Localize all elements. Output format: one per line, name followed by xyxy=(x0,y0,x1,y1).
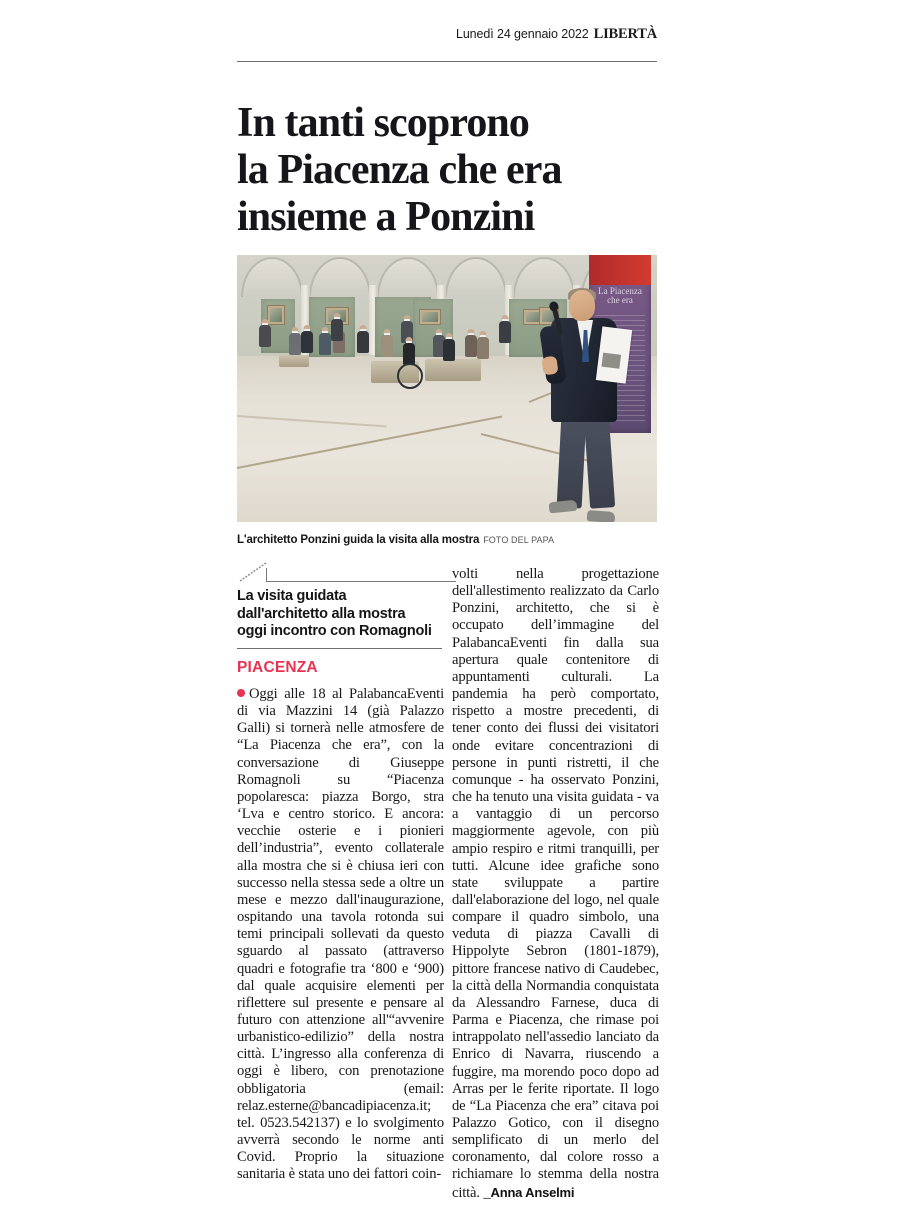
artwork-frame-2 xyxy=(419,309,441,325)
banner-red-header xyxy=(589,255,651,285)
wheelchair-wheel xyxy=(397,363,423,389)
decorative-corner-mark xyxy=(239,562,297,584)
article-photo xyxy=(237,255,657,522)
standfirst-line-1: La visita guidata xyxy=(237,588,347,604)
headline-line-2: la Piacenza che era xyxy=(237,147,562,194)
speaker-hand xyxy=(541,356,558,376)
standfirst-line-2: dall'architetto alla mostra xyxy=(237,605,406,622)
speaker-figure xyxy=(543,290,629,522)
top-divider-rule xyxy=(237,61,657,62)
standfirst xyxy=(237,588,442,641)
body-text-2: volti nella progettazione dell'allestimento realizzato da Carlo Ponzini, architetto, che si è occupato dell’immagine del PalabancaEventi fin dalla sua apertura quale contenitore di appuntamenti culturali. La pandemia ha però comportato, rispetto a mostre precedenti, di tener conto dei flussi dei visitatori onde evitare concentrazioni di persone in punti ristretti, il che comunque - ha osservato Ponzini, che ha tenuto una visita guidata - va a vantaggio di un percorso maggiormente agevole, con più ampio respiro e ritmi tranquilli, per tutti. Alcune idee grafiche sono state sviluppate a partire dall'elaborazione del logo, nel quale compare il quadro simbolo, una veduta di piazza Cavalli di Hippolyte Sebron (1801-1879), pittore francese nativo di Caudebec, la città della Normandia conquistata da Alessandro Farnese, duca di Parma e Piacenza, che rimase poi intrappolato nell'assedio lanciato da Enrico di Navarra, riuscendo a fuggire, ma morendo poco dopo ad Arras per le ferite riportate. Il logo de “La Piacenza che era” citava poi Palazzo Gotico, con il disegno semplificato di un merlo del coronamento, dal colore rosso a richiamare lo stemma della nostra città. _ xyxy=(452,566,659,1201)
bench-1 xyxy=(279,355,309,367)
diagonal-stroke-icon xyxy=(239,562,269,582)
speaker-head xyxy=(569,290,595,321)
section-kicker: PIACENZA xyxy=(237,659,318,676)
page-title xyxy=(237,100,667,241)
publication-name: LIBERTÀ xyxy=(593,26,657,42)
tick-vertical-rule xyxy=(266,568,267,582)
artwork-frame-5 xyxy=(267,305,285,325)
speaker-shoe-left xyxy=(549,500,578,514)
speaker-leg-left xyxy=(557,415,587,508)
headline-line-1: In tanti scoprono xyxy=(237,100,529,147)
banner-title: La Piacenza che era xyxy=(598,286,642,305)
lead-bullet-icon xyxy=(237,689,245,697)
speaker-shoe-right xyxy=(587,510,616,522)
caption-text: L'architetto Ponzini guida la visita alla mostra xyxy=(237,534,480,546)
body-column-1 xyxy=(237,686,444,1184)
photo-caption xyxy=(237,533,667,547)
article-byline: Anna Anselmi xyxy=(490,1184,575,1200)
body-text-1: Oggi alle 18 al PalabancaEventi di via Mazzini 14 (già Palazzo Galli) si tornerà nelle atmosfere de “La Piacenza che era”, con la conversazione di Giuseppe Romagnoli su “Piacenza popolaresca: piazza Borgo, stra ‘Lva e centro storico. E ancora: vecchie osterie e i pionieri dell’industria”, evento collaterale alla mostra che si è chiusa ieri con successo nella stessa sede a oltre un mese e mezzo dall'inaugurazione, ospitando una tavola rotonda sui temi principali sollevati da questo sguardo al passato (attraverso quadri e fotografie tra ‘800 e ‘900) dal quale acquisire elementi per riflettere sul presente e pensare al futuro con attenzione all'“avvenire urbanistico-edilizio” della nostra città. L’ingresso alla conferenza di oggi è libero, con prenotazione obbligatoria (email: relaz.esterne@bancadipiacenza.it; tel. 0523.542137) e lo svolgimento avverrà secondo le norme anti Covid. Proprio la situazione sanitaria è stata uno dei fattori coin- xyxy=(237,686,444,1183)
publication-date: Lunedì 24 gennaio 2022 xyxy=(455,27,589,41)
masthead xyxy=(237,26,657,43)
speaker-leg-right xyxy=(584,415,615,509)
photo-credit: FOTO DEL PAPA xyxy=(483,535,555,545)
speaker-papers xyxy=(596,326,632,383)
photo-scene xyxy=(237,255,657,522)
tick-horizontal-rule xyxy=(266,581,456,582)
body-column-2 xyxy=(452,566,659,1202)
standfirst-line-3: oggi incontro con Romagnoli xyxy=(237,623,432,639)
bench-3 xyxy=(425,359,481,381)
headline-line-3: insieme a Ponzini xyxy=(237,194,535,241)
kicker-divider-rule xyxy=(237,648,442,649)
